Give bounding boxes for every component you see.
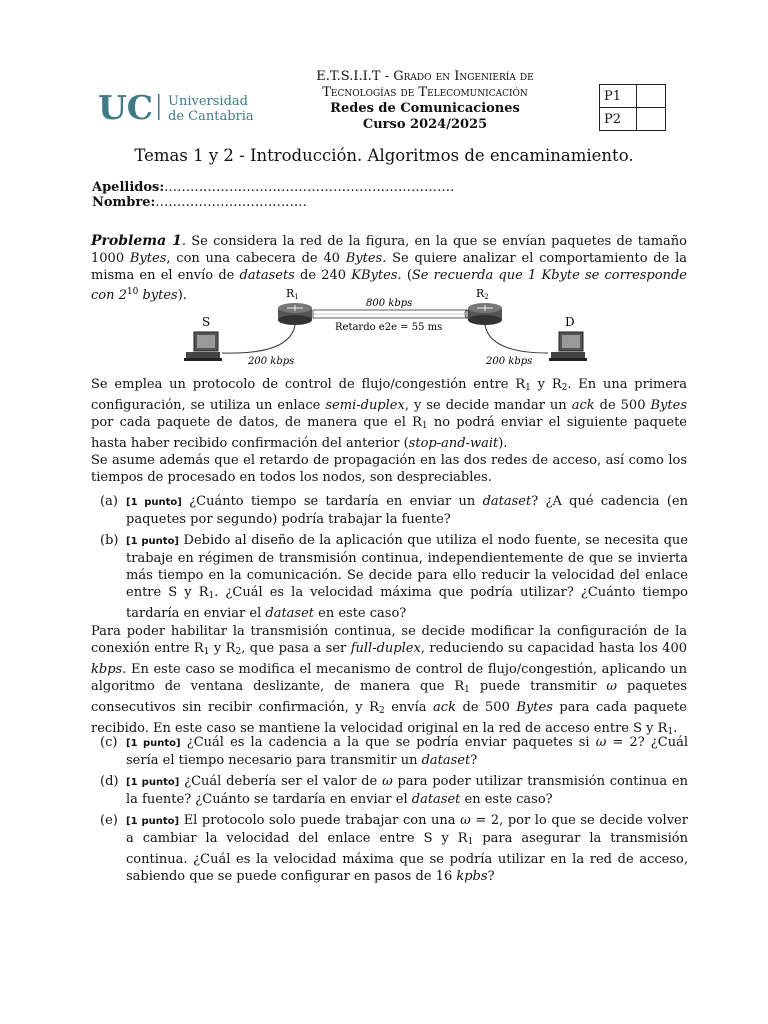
header-subject: Redes de Comunicaciones [330, 101, 520, 116]
logo-line2: de Cantabria [168, 109, 254, 124]
header-degree: Tecnologías de Telecomunicación [322, 85, 528, 100]
node-label-r2: R2 [476, 287, 489, 301]
problem-statement: Problema 1. Se considera la red de la figura, en la que se envían paquetes de tamaño 1000 Bytes, con una cabecera de 40 Bytes. Se quiere analizar el comportamiento de la misma en el envío de datasets de 240 KBytes. (Se recuerda que 1 Kbyte se corresponde con $2^{10}$ bytes). [91, 233, 688, 303]
paragraph-assumptions: Se asume además que el retardo de propagación en las dos redes de acceso, así como los tiempos de procesado en todos los nodos, son despreciables. [91, 453, 687, 485]
questions-part2 [100, 734, 688, 889]
question-b: (b) [1 punto] Debido al diseño de la aplicación que utiliza el nodo fuente, se necesita que trabaje en régimen de transmisión continua, independientemente de que se invierta más tiempo en la comunicación. Se decide para ello reducir la velocidad del enlace entre S y $R_1$. ¿Cuál es la velocidad máxima que podría utilizar? ¿Cuánto tiempo tardaría en enviar el dataset en este caso? [100, 533, 688, 621]
problem-label: Problema 1 [91, 233, 182, 249]
score-table [599, 84, 666, 131]
link-r2-d [485, 325, 548, 353]
name-row [92, 180, 692, 210]
question-d: (d) [1 punto] ¿Cuál debería ser el valor de ω para poder utilizar transmisión continua en la fuente? ¿Cuánto se tardaría en enviar el dataset en este caso? [100, 774, 688, 807]
logo-line1: Universidad [168, 94, 248, 109]
nombre-label: Nombre: [92, 195, 156, 210]
link-d-rate: 200 kbps [486, 356, 533, 367]
score-box-p2 [637, 108, 666, 131]
question-a: (a) [1 punto] ¿Cuánto tiempo se tardaría en enviar un dataset? ¿A qué cadencia (en paquetes por segundo) podría trabajar la fuente? [100, 494, 688, 527]
computer-s-icon [184, 332, 222, 361]
paragraph-full-duplex: Para poder habilitar la transmisión continua, se decide modificar la configuración de la conexión entre $R_1$ y $R_2$, que pasa a ser full-duplex, reduciendo su capacidad hasta los 400 kbps. En este caso se modifica el mecanismo de control de flujo/congestión, aplicando un algoritmo de ventana deslizante, de manera que $R_1$ puede transmitir ω paquetes consecutivos sin recibir confirmación, y $R_2$ envía ack de 500 Bytes para cada paquete recibido. En este caso se mantiene la velocidad original en la red de acceso entre S y $R_1$. [91, 624, 687, 737]
link-r1-r2 [313, 310, 469, 318]
link-r1-r2-rate: 800 kbps [366, 298, 413, 309]
score-box-p1 [637, 85, 666, 108]
node-label-s: S [202, 315, 211, 329]
question-c: (c) [1 punto] ¿Cuál es la cadencia a la que se podría enviar paquetes si ω = 2? ¿Cuál sería el tiempo necesario para transmitir un dataset? [100, 735, 688, 768]
apellidos-field[interactable]: ................................................................... [164, 180, 455, 195]
router-r2-icon [468, 303, 502, 325]
exam-title: Temas 1 y 2 - Introducción. Algoritmos de encaminamiento. [134, 146, 634, 165]
link-s-r1 [222, 325, 295, 353]
node-label-d: D [565, 315, 575, 329]
header-school: E.T.S.I.I.T - Grado en Ingeniería de [316, 69, 534, 84]
network-figure [180, 285, 600, 367]
nombre-field[interactable]: ................................... [155, 195, 307, 210]
question-e: (e) [1 punto] El protocolo solo puede trabajar con una ω = 2, por lo que se decide volver a cambiar la velocidad del enlace entre S y $R_1$ para asegurar la transmisión continua. ¿Cuál es la velocidad máxima que se podría utilizar en la red de acceso, sabiendo que se puede configurar en pasos de 16 kpbs? [100, 813, 688, 884]
apellidos-label: Apellidos: [92, 180, 165, 195]
node-label-r1: R1 [286, 287, 299, 301]
logo-initials: UC [98, 90, 154, 124]
questions-part1 [100, 493, 688, 626]
router-r1-icon [278, 303, 312, 325]
paragraph-flow-control: Se emplea un protocolo de control de flujo/congestión entre $R_1$ y $R_2$. En una primera configuración, se utiliza un enlace semi-duplex, y se decide mandar un ack de 500 Bytes por cada paquete de datos, de manera que el $R_1$ no podrá enviar el siguiente paquete hasta haber recibido confirmación del anterior (stop-and-wait). Se asume además que el retardo de propagación en las dos redes de acceso, así como los tiempos de procesado en todos los nodos, son despreciables. [91, 377, 687, 485]
computer-d-icon [549, 332, 587, 361]
link-delay: Retardo e2e = 55 ms [335, 322, 443, 333]
header-year: Curso 2024/2025 [362, 117, 488, 132]
course-header [240, 69, 610, 133]
score-label-p2: P2 [600, 108, 637, 131]
link-s-rate: 200 kbps [248, 356, 295, 367]
score-label-p1: P1 [600, 85, 637, 108]
